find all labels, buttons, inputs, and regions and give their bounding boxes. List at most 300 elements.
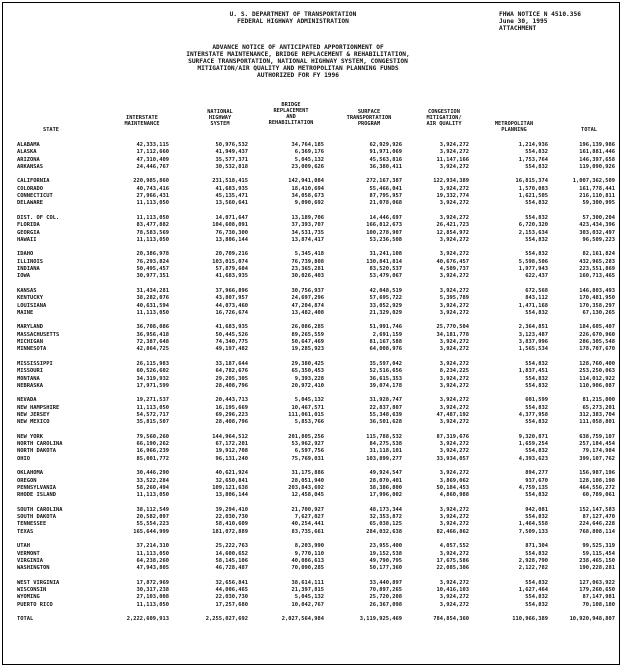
cell-value: 554,832 — [525, 200, 548, 207]
table-row — [17, 310, 615, 317]
cell-value: 84,275,538 — [369, 441, 402, 448]
cell-value: 142,941,084 — [288, 178, 324, 185]
cell-value: 20,972,410 — [291, 382, 324, 389]
cell-value: 843,112 — [525, 295, 548, 302]
spacer-cell — [17, 609, 615, 616]
state-name: CONNECTICUT — [17, 193, 53, 200]
cell-value: 38,386,800 — [369, 484, 402, 491]
cell-value: 53,962,927 — [291, 441, 324, 448]
cell-value: 64,782,676 — [215, 368, 248, 375]
cell-value: 52,516,656 — [369, 368, 402, 375]
apportionment-table — [17, 142, 615, 624]
cell-value: 203,843,692 — [288, 484, 324, 491]
cell-value: 3,924,272 — [439, 594, 469, 601]
col-header-label: HIGHWAY — [208, 115, 232, 121]
cell-value: 70,897,265 — [369, 587, 402, 594]
cell-value: 36,501,628 — [369, 419, 402, 426]
cell-value: 3,924,272 — [439, 309, 469, 316]
cell-value: 622,437 — [525, 273, 548, 280]
cell-value: 130,841,814 — [366, 258, 402, 265]
cell-value: 3,924,272 — [439, 382, 469, 389]
col-header-label: REPLACEMENT — [273, 108, 309, 114]
cell-value: 39,074,178 — [369, 382, 402, 389]
cell-value: 5,598,506 — [518, 258, 548, 265]
cell-value: 3,924,272 — [439, 470, 469, 477]
cell-value: 17,996,002 — [369, 492, 402, 499]
cell-value: 3,924,272 — [439, 251, 469, 258]
cell-value: 55,466,041 — [369, 185, 402, 192]
cell-value: 3,924,272 — [439, 149, 469, 156]
cell-value: 3,924,272 — [439, 185, 469, 192]
cell-value: 49,197,482 — [215, 346, 248, 353]
cell-value: 22,085,306 — [436, 565, 469, 572]
cell-value: 50,647,469 — [291, 339, 324, 346]
cell-value: 21,078,068 — [369, 200, 402, 207]
cell-value: 10,467,571 — [291, 404, 324, 411]
table-body — [17, 142, 615, 624]
table-row — [17, 587, 615, 594]
cell-value: 26,421,723 — [436, 222, 469, 229]
cell-value: 3,924,272 — [439, 514, 469, 521]
cell-value: 18,410,694 — [291, 185, 324, 192]
cell-value: 312,383,704 — [579, 411, 615, 418]
cell-value: 190,228,281 — [579, 565, 615, 572]
cell-value: 67,172,201 — [215, 441, 248, 448]
cell-value: 13,874,417 — [291, 236, 324, 243]
state-name: OREGON — [17, 477, 37, 484]
cell-value: 103,899,277 — [366, 455, 402, 462]
state-name: MINNESOTA — [17, 346, 47, 353]
cell-value: 54,572,717 — [136, 411, 169, 418]
cell-value: 69,296,223 — [215, 411, 248, 418]
cell-value: 36,380,411 — [369, 163, 402, 170]
group-spacer — [17, 281, 615, 288]
cell-value: 65,350,453 — [291, 368, 324, 375]
state-name: FLORIDA — [17, 222, 40, 229]
title-line: MITIGATION/AIR QUALITY AND METROPOLITAN PLANNING FUNDS — [197, 65, 399, 72]
cell-value: 7,627,027 — [294, 514, 324, 521]
state-name: ALABAMA — [17, 142, 40, 148]
state-name: SOUTH DAKOTA — [17, 514, 56, 521]
state-name: CALIFORNIA — [17, 178, 50, 185]
col-header-metro — [481, 121, 547, 133]
cell-value: 128,760,400 — [579, 360, 615, 367]
cell-value: 82,466,862 — [436, 528, 469, 535]
cell-value: 257,184,454 — [579, 441, 615, 448]
cell-value: 47,487,192 — [436, 411, 469, 418]
cell-value: 51,991,746 — [369, 324, 402, 331]
cell-value: 286,305,548 — [579, 339, 615, 346]
state-name: COLORADO — [17, 185, 43, 192]
table-row — [17, 142, 615, 149]
cell-value: 24,697,296 — [291, 295, 324, 302]
cell-value: 196,139,986 — [579, 142, 615, 148]
cell-value: 19,271,537 — [136, 397, 169, 404]
table-row — [17, 230, 615, 237]
cell-value: 166,812,673 — [366, 222, 402, 229]
table-row — [17, 324, 615, 331]
cell-value: 128,108,198 — [579, 477, 615, 484]
cell-value: 34,058,673 — [291, 193, 324, 200]
cell-value: 4,759,135 — [518, 484, 548, 491]
cell-value: 40,086,613 — [291, 557, 324, 564]
cell-value: 41,683,935 — [215, 185, 248, 192]
cell-value: 7,509,133 — [518, 528, 548, 535]
col-header-label: SURFACE — [357, 109, 381, 115]
cell-value: 226,670,960 — [579, 331, 615, 338]
state-name: MISSISSIPPI — [17, 360, 53, 367]
col-header-congestion — [411, 109, 477, 127]
cell-value: 3,924,272 — [439, 142, 469, 148]
cell-value: 41,683,935 — [215, 324, 248, 331]
cell-value: 11,113,050 — [136, 309, 169, 316]
state-name: VERMONT — [17, 550, 40, 557]
cell-value: 554,832 — [525, 251, 548, 258]
cell-value: 554,832 — [525, 594, 548, 601]
state-name: MONTANA — [17, 375, 40, 382]
spacer-cell — [17, 244, 615, 251]
cell-value: 33,522,284 — [136, 477, 169, 484]
table-row — [17, 164, 615, 171]
cell-value: 3,123,487 — [518, 331, 548, 338]
table-row — [17, 580, 615, 587]
cell-value: 16,966,239 — [136, 448, 169, 455]
state-name: NEBRASKA — [17, 382, 43, 389]
cell-value: 65,038,125 — [369, 521, 402, 528]
cell-value: 1,659,254 — [518, 441, 548, 448]
group-spacer — [17, 463, 615, 470]
cell-value: 81,215,000 — [582, 397, 615, 404]
table-row — [17, 529, 615, 536]
table-row — [17, 295, 615, 302]
cell-value: 14,071,647 — [215, 214, 248, 221]
cell-value: 26,367,098 — [369, 601, 402, 608]
cell-value: 30,317,238 — [136, 587, 169, 594]
cell-value: 27,966,431 — [136, 193, 169, 200]
cell-value: 29,380,425 — [291, 360, 324, 367]
cell-value: 19,332,774 — [436, 193, 469, 200]
state-name: VIRGINIA — [17, 557, 43, 564]
cell-value: 16,815,374 — [515, 178, 548, 185]
cell-value: 423,434,396 — [579, 222, 615, 229]
cell-value: 3,924,272 — [439, 441, 469, 448]
col-header-total — [569, 127, 609, 133]
col-header-nhs — [189, 109, 251, 127]
cell-value: 871,304 — [525, 543, 548, 550]
cell-value: 60,526,602 — [136, 368, 169, 375]
table-row — [17, 222, 615, 229]
state-name: UTAH — [17, 543, 30, 550]
cell-value: 14,600,652 — [215, 550, 248, 557]
cell-value: 1,570,083 — [518, 185, 548, 192]
cell-value: 554,832 — [525, 514, 548, 521]
state-name: KANSAS — [17, 287, 37, 294]
state-name: MARYLAND — [17, 324, 43, 331]
table-row — [17, 303, 615, 310]
spacer-cell — [17, 208, 615, 215]
cell-value: 49,924,547 — [369, 470, 402, 477]
cell-value: 554,832 — [525, 360, 548, 367]
cell-value: 3,924,272 — [439, 521, 469, 528]
col-header-label: BRIDGE — [281, 102, 301, 108]
cell-value: 2,122,782 — [518, 565, 548, 572]
table-row — [17, 237, 615, 244]
table-row — [17, 273, 615, 280]
document-title — [133, 44, 463, 79]
cell-value: 89,265,559 — [291, 331, 324, 338]
cell-value: 10,042,767 — [291, 601, 324, 608]
state-name: NEW HAMPSHIRE — [17, 404, 60, 411]
cell-value: 4,509,737 — [439, 266, 469, 273]
cell-value: 11,113,050 — [136, 404, 169, 411]
notice-block — [499, 11, 619, 32]
cell-value: 41,683,935 — [215, 273, 248, 280]
cell-value: 13,806,144 — [215, 492, 248, 499]
cell-value: 64,238,260 — [136, 557, 169, 564]
cell-value: 70,108,180 — [582, 601, 615, 608]
cell-value: 62,929,926 — [369, 142, 402, 148]
col-header-label: MAINTENANCE — [124, 121, 160, 127]
cell-value: 1,621,505 — [518, 193, 548, 200]
cell-value: 238,465,150 — [579, 557, 615, 564]
cell-value: 3,924,272 — [439, 506, 469, 513]
cell-value: 13,560,641 — [215, 200, 248, 207]
cell-value: 50,184,453 — [436, 484, 469, 491]
cell-value: 231,518,415 — [212, 178, 248, 185]
cell-value: 32,656,841 — [215, 579, 248, 586]
cell-value: 3,924,272 — [439, 579, 469, 586]
cell-value: 28,408,796 — [215, 382, 248, 389]
table-row — [17, 470, 615, 477]
cell-value: 122,934,389 — [433, 178, 469, 185]
state-name: WEST VIRGINIA — [17, 579, 60, 586]
state-name: OHIO — [17, 455, 30, 462]
title-line: INTERSTATE MAINTENANCE, BRIDGE REPLACEMENT & REHABILITATION, — [186, 51, 410, 58]
cell-value: 50,177,360 — [369, 565, 402, 572]
state-name: ALASKA — [17, 149, 37, 156]
cell-value: 179,260,650 — [579, 587, 615, 594]
col-header-label: REHABILITATION — [268, 120, 314, 126]
cell-value: 9,090,692 — [294, 200, 324, 207]
cell-value: 3,924,272 — [439, 404, 469, 411]
cell-value: 30,026,403 — [291, 273, 324, 280]
cell-value: 46,728,487 — [215, 565, 248, 572]
cell-value: 554,832 — [525, 214, 548, 221]
cell-value: 30,756,937 — [291, 287, 324, 294]
cell-value: 253,250,063 — [579, 368, 615, 375]
cell-value: 76,739,808 — [291, 258, 324, 265]
cell-value: 58,260,494 — [136, 484, 169, 491]
state-name: ARIZONA — [17, 156, 40, 163]
cell-value: 33,052,929 — [369, 302, 402, 309]
cell-value: 40,254,441 — [291, 521, 324, 528]
cell-value: 42,864,725 — [136, 346, 169, 353]
cell-value: 184,605,407 — [579, 324, 615, 331]
table-row — [17, 456, 615, 463]
cell-value: 28,051,940 — [291, 477, 324, 484]
state-name: SOUTH CAROLINA — [17, 506, 63, 513]
cell-value: 36,708,086 — [136, 324, 169, 331]
cell-value: 67,130,265 — [582, 309, 615, 316]
cell-value: 37,393,707 — [291, 222, 324, 229]
cell-value: 17,971,599 — [136, 382, 169, 389]
spacer-cell — [17, 536, 615, 543]
cell-value: 1,565,534 — [518, 346, 548, 353]
table-row — [17, 594, 615, 601]
cell-value: 25,770,504 — [436, 324, 469, 331]
title-line: ADVANCE NOTICE OF ANTICIPATED APPORTIONMENT OF — [212, 44, 384, 51]
table-row — [17, 361, 615, 368]
cell-value: 35,597,042 — [369, 360, 402, 367]
table-row — [17, 157, 615, 164]
cell-value: 38,614,111 — [291, 579, 324, 586]
cell-value: 79,174,984 — [582, 448, 615, 455]
cell-value: 3,924,272 — [439, 302, 469, 309]
cell-value: 21,700,927 — [291, 506, 324, 513]
cell-value: 3,924,272 — [439, 163, 469, 170]
cell-value: 17,112,660 — [136, 149, 169, 156]
cell-value: 110,966,389 — [512, 616, 548, 623]
spacer-cell — [17, 427, 615, 434]
col-header-label: MITIGATION/ — [426, 115, 462, 121]
cell-value: 30,977,351 — [136, 273, 169, 280]
table-row — [17, 332, 615, 339]
table-row — [17, 441, 615, 448]
cell-value: 161,881,446 — [579, 149, 615, 156]
cell-value: 55,348,639 — [369, 411, 402, 418]
cell-value: 42,048,519 — [369, 287, 402, 294]
group-spacer — [17, 500, 615, 507]
state-name: ILLINOIS — [17, 258, 43, 265]
cell-value: 554,832 — [525, 236, 548, 243]
spacer-cell — [17, 500, 615, 507]
cell-value: 21,397,815 — [291, 587, 324, 594]
cell-value: 1,837,451 — [518, 368, 548, 375]
cell-value: 53,236,508 — [369, 236, 402, 243]
cell-value: 22,837,807 — [369, 404, 402, 411]
cell-value: 4,377,958 — [518, 411, 548, 418]
cell-value: 554,832 — [525, 601, 548, 608]
cell-value: 464,556,272 — [579, 484, 615, 491]
cell-value: 20,709,216 — [215, 251, 248, 258]
table-row — [17, 178, 615, 185]
cell-value: 26,086,285 — [291, 324, 324, 331]
table-row — [17, 448, 615, 455]
cell-value: 554,832 — [525, 550, 548, 557]
cell-value: 111,061,015 — [288, 411, 324, 418]
spacer-cell — [17, 390, 615, 397]
cell-value: 554,832 — [525, 492, 548, 499]
title-line: AUTHORIZED FOR FY 1996 — [257, 72, 339, 79]
state-name: IOWA — [17, 273, 30, 280]
state-name: PUERTO RICO — [17, 601, 53, 608]
cell-value: 78,583,569 — [136, 229, 169, 236]
cell-value: 103,015,074 — [212, 258, 248, 265]
cell-value: 2,691,159 — [372, 331, 402, 338]
table-row — [17, 405, 615, 412]
cell-value: 9,320,871 — [518, 433, 548, 440]
cell-value: 38,282,076 — [136, 295, 169, 302]
cell-value: 5,345,418 — [294, 251, 324, 258]
cell-value: 32,353,872 — [369, 514, 402, 521]
cell-value: 399,107,762 — [579, 455, 615, 462]
cell-value: 19,912,708 — [215, 448, 248, 455]
cell-value: 3,924,272 — [439, 287, 469, 294]
cell-value: 6,720,320 — [518, 222, 548, 229]
cell-value: 554,832 — [525, 448, 548, 455]
cell-value: 53,479,067 — [369, 273, 402, 280]
cell-value: 36,615,353 — [369, 375, 402, 382]
cell-value: 104,608,091 — [212, 222, 248, 229]
cell-value: 3,924,272 — [439, 200, 469, 207]
cell-value: 11,113,050 — [136, 214, 169, 221]
cell-value: 14,446,697 — [369, 214, 402, 221]
cell-value: 8,234,225 — [439, 368, 469, 375]
cell-value: 4,393,623 — [518, 455, 548, 462]
cell-value: 110,906,087 — [579, 382, 615, 389]
group-spacer — [17, 390, 615, 397]
cell-value: 3,924,272 — [439, 375, 469, 382]
cell-value: 96,131,240 — [215, 455, 248, 462]
cell-value: 35,815,507 — [136, 419, 169, 426]
cell-value: 83,520,537 — [369, 266, 402, 273]
table-row — [17, 200, 615, 207]
cell-value: 109,121,638 — [212, 484, 248, 491]
cell-value: 91,971,069 — [369, 149, 402, 156]
spacer-cell — [17, 317, 615, 324]
cell-value: 2,153,634 — [518, 229, 548, 236]
cell-value: 554,832 — [525, 419, 548, 426]
notice-date: June 30, 1995 — [499, 18, 548, 25]
cell-value: 5,853,766 — [294, 419, 324, 426]
cell-value: 76,730,300 — [215, 229, 248, 236]
table-row — [17, 507, 615, 514]
cell-value: 50,495,457 — [136, 266, 169, 273]
cell-value: 41,949,437 — [215, 149, 248, 156]
col-header-surface — [333, 109, 405, 127]
table-row — [17, 346, 615, 353]
state-name: WISCONSIN — [17, 587, 47, 594]
cell-value: 82,161,824 — [582, 251, 615, 258]
state-name: DELAWARE — [17, 200, 43, 207]
col-header-label: AND — [286, 114, 296, 120]
table-row — [17, 149, 615, 156]
cell-value: 784,854,360 — [433, 616, 469, 623]
table-row — [17, 558, 615, 565]
spacer-cell — [17, 281, 615, 288]
cell-value: 70,090,285 — [291, 565, 324, 572]
cell-value: 31,175,886 — [291, 470, 324, 477]
col-header-label: STATE — [43, 127, 59, 133]
cell-value: 3,924,272 — [439, 273, 469, 280]
cell-value: 11,113,050 — [136, 601, 169, 608]
state-name: DIST. OF COL. — [17, 214, 60, 221]
cell-value: 23,365,281 — [291, 266, 324, 273]
cell-value: 10,920,948,807 — [569, 616, 615, 623]
cell-value: 55,554,223 — [136, 521, 169, 528]
cell-value: 58,410,609 — [215, 521, 248, 528]
cell-value: 768,808,114 — [579, 528, 615, 535]
cell-value: 75,769,031 — [291, 455, 324, 462]
cell-value: 28,070,401 — [369, 477, 402, 484]
cell-value: 13,482,408 — [291, 309, 324, 316]
group-spacer — [17, 536, 615, 543]
cell-value: 2,364,851 — [518, 324, 548, 331]
cell-value: 11,113,050 — [136, 200, 169, 207]
total-label: TOTAL — [17, 616, 34, 623]
cell-value: 31,928,747 — [369, 397, 402, 404]
cell-value: 1,753,764 — [518, 156, 548, 163]
